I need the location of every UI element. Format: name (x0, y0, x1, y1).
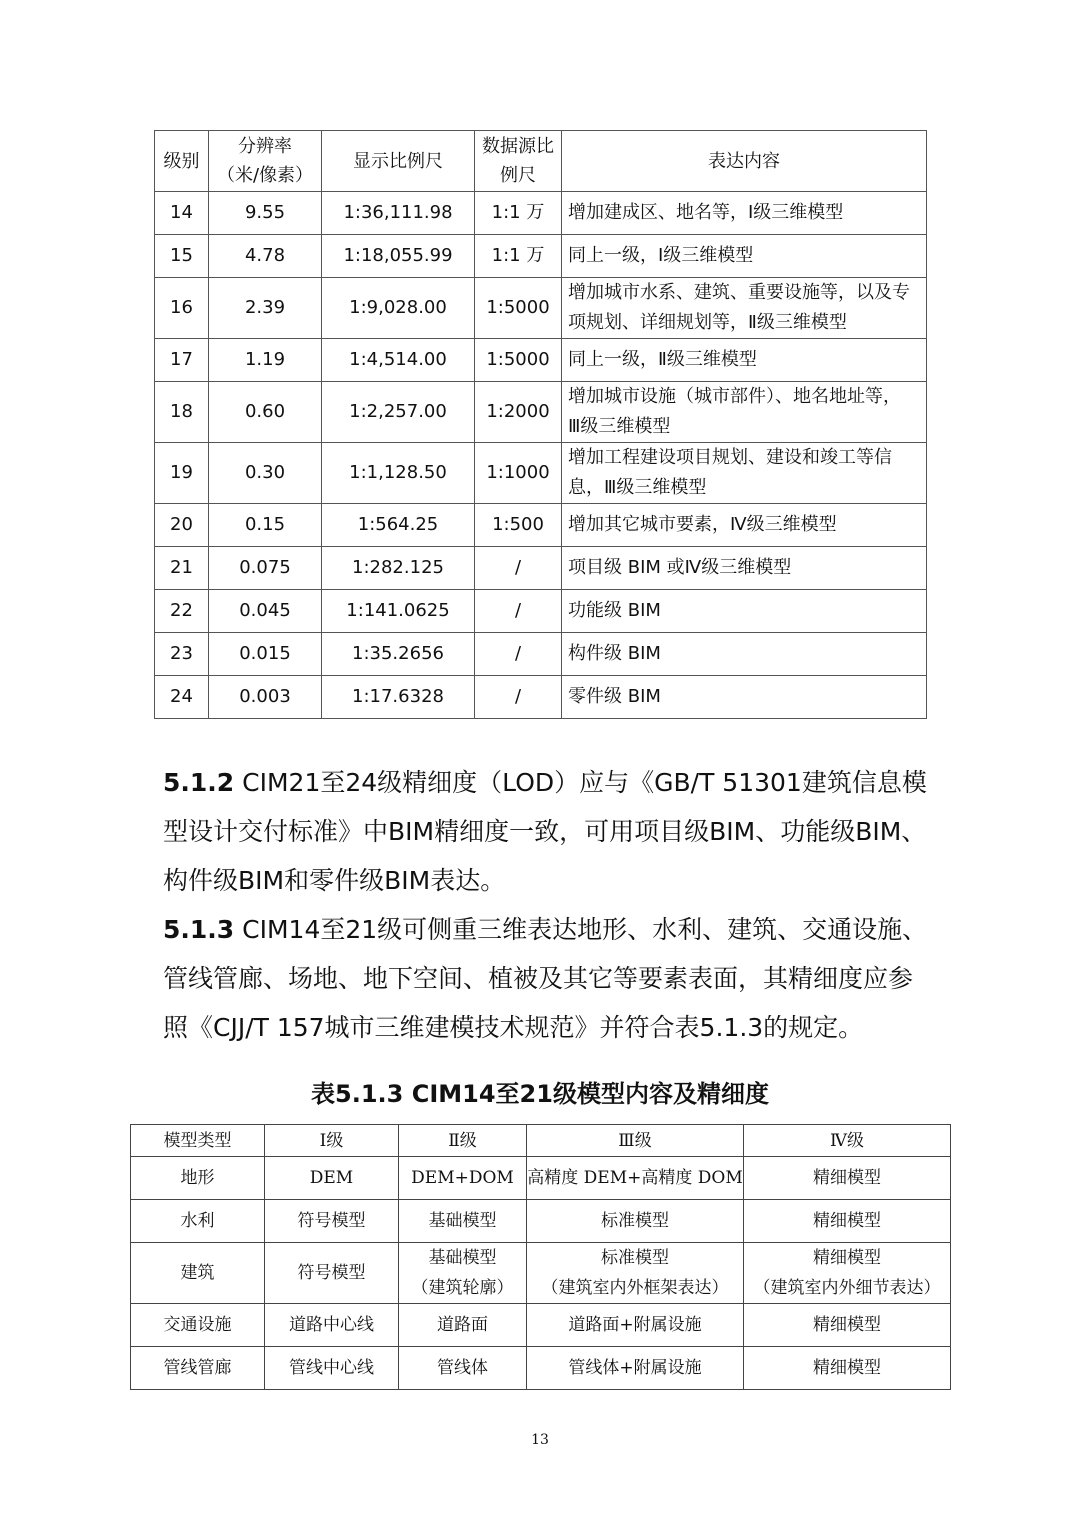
table-row (131, 1157, 951, 1200)
cell-resolution: 9.55 (209, 192, 322, 235)
section-5-1-3-paragraph (163, 905, 933, 1052)
table-row (155, 547, 927, 590)
cell-model-type: 管线管廊 (131, 1347, 265, 1390)
page-number: 13 (531, 1432, 549, 1448)
cell-level-4: 精细模型 (744, 1304, 951, 1347)
table-row (155, 504, 927, 547)
header-resolution: 分辨率 （米/像素） (209, 131, 322, 192)
cell-level: 23 (155, 633, 209, 676)
cell-resolution: 4.78 (209, 235, 322, 278)
cell-display-scale: 1:2,257.00 (322, 382, 475, 443)
cell-source-scale: 1:5000 (475, 339, 562, 382)
cell-level-1: 符号模型 (265, 1243, 399, 1304)
cell-level-3: 道路面+附属设施 (527, 1304, 744, 1347)
table-row (131, 1347, 951, 1390)
table-row (131, 1200, 951, 1243)
cell-content: 同上一级，Ⅱ级三维模型 (562, 339, 927, 382)
cell-model-type: 地形 (131, 1157, 265, 1200)
cell-display-scale: 1:282.125 (322, 547, 475, 590)
cell-level-3: 标准模型 （建筑室内外框架表达） (527, 1243, 744, 1304)
cell-resolution: 2.39 (209, 278, 322, 339)
cell-level-2: 基础模型 (399, 1200, 527, 1243)
cell-content: 增加建成区、地名等，Ⅰ级三维模型 (562, 192, 927, 235)
cell-content: 增加城市水系、建筑、重要设施等，以及专 项规划、详细规划等，Ⅱ级三维模型 (562, 278, 927, 339)
cell-source-scale: / (475, 590, 562, 633)
table-row (155, 278, 927, 339)
cell-source-scale: / (475, 633, 562, 676)
cell-source-scale: 1:1 万 (475, 192, 562, 235)
cell-display-scale: 1:17.6328 (322, 676, 475, 719)
cell-display-scale: 1:141.0625 (322, 590, 475, 633)
table-row (155, 633, 927, 676)
cell-level-2: 基础模型 （建筑轮廓） (399, 1243, 527, 1304)
cell-resolution: 0.003 (209, 676, 322, 719)
cell-content: 功能级 BIM (562, 590, 927, 633)
model-detail-table (130, 1124, 951, 1390)
cell-level-3: 标准模型 (527, 1200, 744, 1243)
section-text: CIM14至21级可侧重三维表达地形、水利、建筑、交通设施、管线管廊、场地、地下空间、植被及其它等要素表面，其精细度应参照《CJJ/T 157城市三维建模技术规范》并符合表5.1.3的规定。 (163, 915, 928, 1042)
cell-level-1: DEM (265, 1157, 399, 1200)
cell-level: 21 (155, 547, 209, 590)
cell-level-4: 精细模型 (744, 1347, 951, 1390)
table-caption: 表5.1.3 CIM14至21级模型内容及精细度 (311, 1080, 769, 1108)
table-row (155, 339, 927, 382)
cell-level-4: 精细模型 (744, 1157, 951, 1200)
cell-resolution: 1.19 (209, 339, 322, 382)
cell-resolution: 0.075 (209, 547, 322, 590)
cell-level-3: 管线体+附属设施 (527, 1347, 744, 1390)
cell-source-scale: 1:2000 (475, 382, 562, 443)
cell-level: 14 (155, 192, 209, 235)
header-level-2: Ⅱ级 (399, 1125, 527, 1157)
section-text: CIM21至24级精细度（LOD）应与《GB/T 51301建筑信息模型设计交付标准》中BIM精细度一致，可用项目级BIM、功能级BIM、构件级BIM和零件级BIM表达。 (163, 768, 927, 895)
table-header-row (131, 1125, 951, 1157)
cell-source-scale: 1:1 万 (475, 235, 562, 278)
cell-source-scale: 1:500 (475, 504, 562, 547)
table-row (155, 382, 927, 443)
cell-resolution: 0.30 (209, 443, 322, 504)
cell-display-scale: 1:564.25 (322, 504, 475, 547)
cell-resolution: 0.60 (209, 382, 322, 443)
header-source-scale: 数据源比 例尺 (475, 131, 562, 192)
cell-level-1: 道路中心线 (265, 1304, 399, 1347)
cell-source-scale: 1:5000 (475, 278, 562, 339)
cell-model-type: 水利 (131, 1200, 265, 1243)
section-number: 5.1.2 (163, 768, 235, 797)
table-row (155, 590, 927, 633)
cell-level-2: DEM+DOM (399, 1157, 527, 1200)
cell-level: 16 (155, 278, 209, 339)
cell-level: 18 (155, 382, 209, 443)
section-number: 5.1.3 (163, 915, 235, 944)
cell-source-scale: / (475, 676, 562, 719)
cell-level-1: 符号模型 (265, 1200, 399, 1243)
cell-level-4: 精细模型 (744, 1200, 951, 1243)
cell-content: 零件级 BIM (562, 676, 927, 719)
cell-resolution: 0.15 (209, 504, 322, 547)
cell-content: 增加其它城市要素，Ⅳ级三维模型 (562, 504, 927, 547)
cell-content: 构件级 BIM (562, 633, 927, 676)
header-model-type: 模型类型 (131, 1125, 265, 1157)
header-level: 级别 (155, 131, 209, 192)
header-content: 表达内容 (562, 131, 927, 192)
cell-resolution: 0.015 (209, 633, 322, 676)
header-level-1: Ⅰ级 (265, 1125, 399, 1157)
cell-display-scale: 1:35.2656 (322, 633, 475, 676)
table-row (155, 235, 927, 278)
cell-source-scale: / (475, 547, 562, 590)
cell-level: 15 (155, 235, 209, 278)
section-5-1-2-paragraph (163, 758, 933, 905)
cell-level-2: 道路面 (399, 1304, 527, 1347)
cell-display-scale: 1:36,111.98 (322, 192, 475, 235)
cell-level: 24 (155, 676, 209, 719)
table-row (131, 1304, 951, 1347)
cell-level-4: 精细模型 （建筑室内外细节表达） (744, 1243, 951, 1304)
cell-model-type: 建筑 (131, 1243, 265, 1304)
table-header-row (155, 131, 927, 192)
cell-display-scale: 1:9,028.00 (322, 278, 475, 339)
header-display-scale: 显示比例尺 (322, 131, 475, 192)
cell-content: 项目级 BIM 或Ⅳ级三维模型 (562, 547, 927, 590)
header-level-3: Ⅲ级 (527, 1125, 744, 1157)
table-row (155, 676, 927, 719)
cell-level-2: 管线体 (399, 1347, 527, 1390)
cell-level: 17 (155, 339, 209, 382)
cell-level: 19 (155, 443, 209, 504)
header-level-4: Ⅳ级 (744, 1125, 951, 1157)
table-row (155, 192, 927, 235)
cell-content: 增加工程建设项目规划、建设和竣工等信 息，Ⅲ级三维模型 (562, 443, 927, 504)
cell-content: 同上一级，Ⅰ级三维模型 (562, 235, 927, 278)
cell-level-3: 高精度 DEM+高精度 DOM (527, 1157, 744, 1200)
cell-level-1: 管线中心线 (265, 1347, 399, 1390)
cell-model-type: 交通设施 (131, 1304, 265, 1347)
cell-source-scale: 1:1000 (475, 443, 562, 504)
cell-resolution: 0.045 (209, 590, 322, 633)
cell-level: 20 (155, 504, 209, 547)
cell-level: 22 (155, 590, 209, 633)
resolution-level-table (154, 130, 927, 719)
cell-display-scale: 1:4,514.00 (322, 339, 475, 382)
table-row (155, 443, 927, 504)
cell-display-scale: 1:1,128.50 (322, 443, 475, 504)
table-row (131, 1243, 951, 1304)
cell-display-scale: 1:18,055.99 (322, 235, 475, 278)
cell-content: 增加城市设施（城市部件）、地名地址等， Ⅲ级三维模型 (562, 382, 927, 443)
